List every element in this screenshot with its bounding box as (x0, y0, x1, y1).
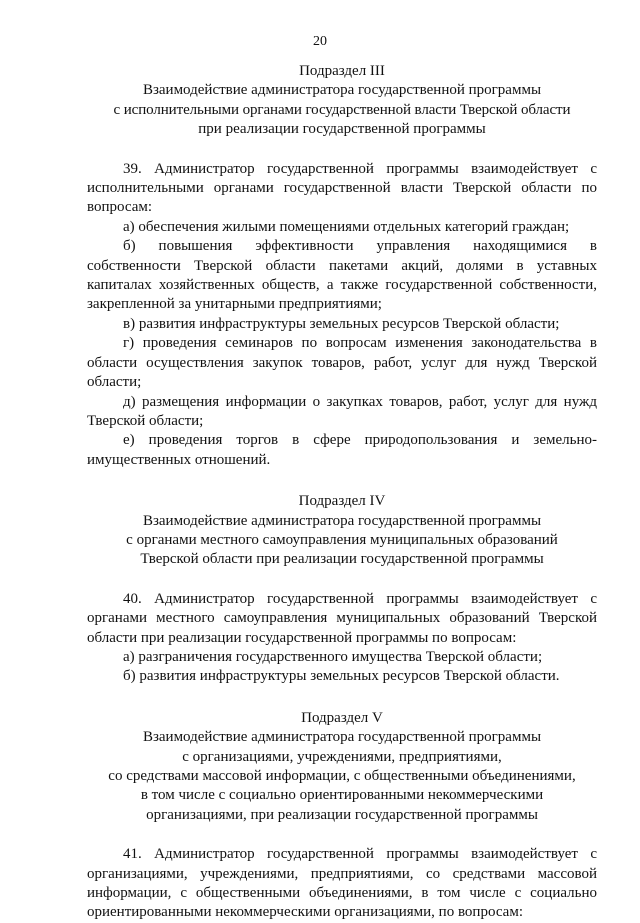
list-item-b: б) развития инфраструктуры земельных ресурсов Тверской области. (123, 668, 560, 685)
subsection-4-subtitle-line: Взаимодействие администратора государственной программы (142, 512, 542, 529)
subsection-4-title: Подраздел IV (298, 493, 386, 510)
subsection-5-subtitle-line: организациями, при реализации государственной программы (146, 806, 538, 823)
list-item-e: е) проведения торгов в сфере природопользования и земельно-имущественных отношений. (87, 432, 597, 468)
subsection-3-subtitle-line: с исполнительными органами государственной власти Тверской области (113, 101, 571, 118)
subsection-5-heading (87, 709, 597, 825)
subsection-3-subtitle-line: при реализации государственной программы (198, 121, 486, 138)
list-item-d: д) размещения информации о закупках товаров, работ, услуг для нужд Тверской области; (87, 393, 597, 429)
subsection-4-subtitle-line: с органами местного самоуправления муниципальных образований (126, 531, 558, 548)
subsection-3-subtitle-line: Взаимодействие администратора государственной программы (142, 82, 542, 99)
subsection-3-title: Подраздел III (299, 63, 385, 79)
subsection-4-subtitle-line: Тверской области при реализации государственной программы (140, 551, 544, 568)
list-item-v: в) развития инфраструктуры земельных ресурсов Тверской области; (123, 315, 560, 332)
page-number: 20 (313, 34, 327, 49)
subsection-5-subtitle-line: Взаимодействие администратора государственной программы (142, 729, 542, 746)
paragraph-41: 41. Администратор государственной программы взаимодействует с организациями, учреждениями, предприятиями, со средствами массовой информации, с общественными объединениями, в том числе с социально ориентированными некоммерческими организациями, по вопросам: (87, 846, 597, 921)
paragraph-40: 40. Администратор государственной программы взаимодействует с органами местного самоуправления муниципальных образований Тверской области при реализации государственной программы по вопросам: (87, 590, 597, 646)
list-item-a: а) разграничения государственного имущества Тверской области; (123, 648, 543, 665)
subsection-5-title: Подраздел V (301, 709, 383, 726)
subsection-5-subtitle-line: с организациями, учреждениями, предприятиями, (182, 748, 502, 765)
paragraph-39: 39. Администратор государственной программы взаимодействует с исполнительными органами государственной власти Тверской области по вопросам: (87, 160, 597, 216)
document-body (87, 62, 597, 923)
list-item-a: а) обеспечения жилыми помещениями отдельных категорий граждан; (123, 218, 570, 235)
list-item-g: г) проведения семинаров по вопросам изменения законодательства в области осуществления закупок товаров, работ, услуг для нужд Тверской области; (87, 335, 597, 391)
subsection-5-subtitle-line: в том числе с социально ориентированными некоммерческими (140, 787, 544, 804)
subsection-4-heading (87, 492, 597, 570)
subsection-5-subtitle-line: со средствами массовой информации, с общественными объединениями, (108, 768, 576, 784)
list-item-b: б) повышения эффективности управления находящимися в собственности Тверской области пакетами акций, долями в уставных капиталах хозяйственных обществ, а также государственной собственности, закрепленной за унитарными предприятиями; (87, 238, 597, 313)
subsection-3-heading (87, 62, 597, 140)
